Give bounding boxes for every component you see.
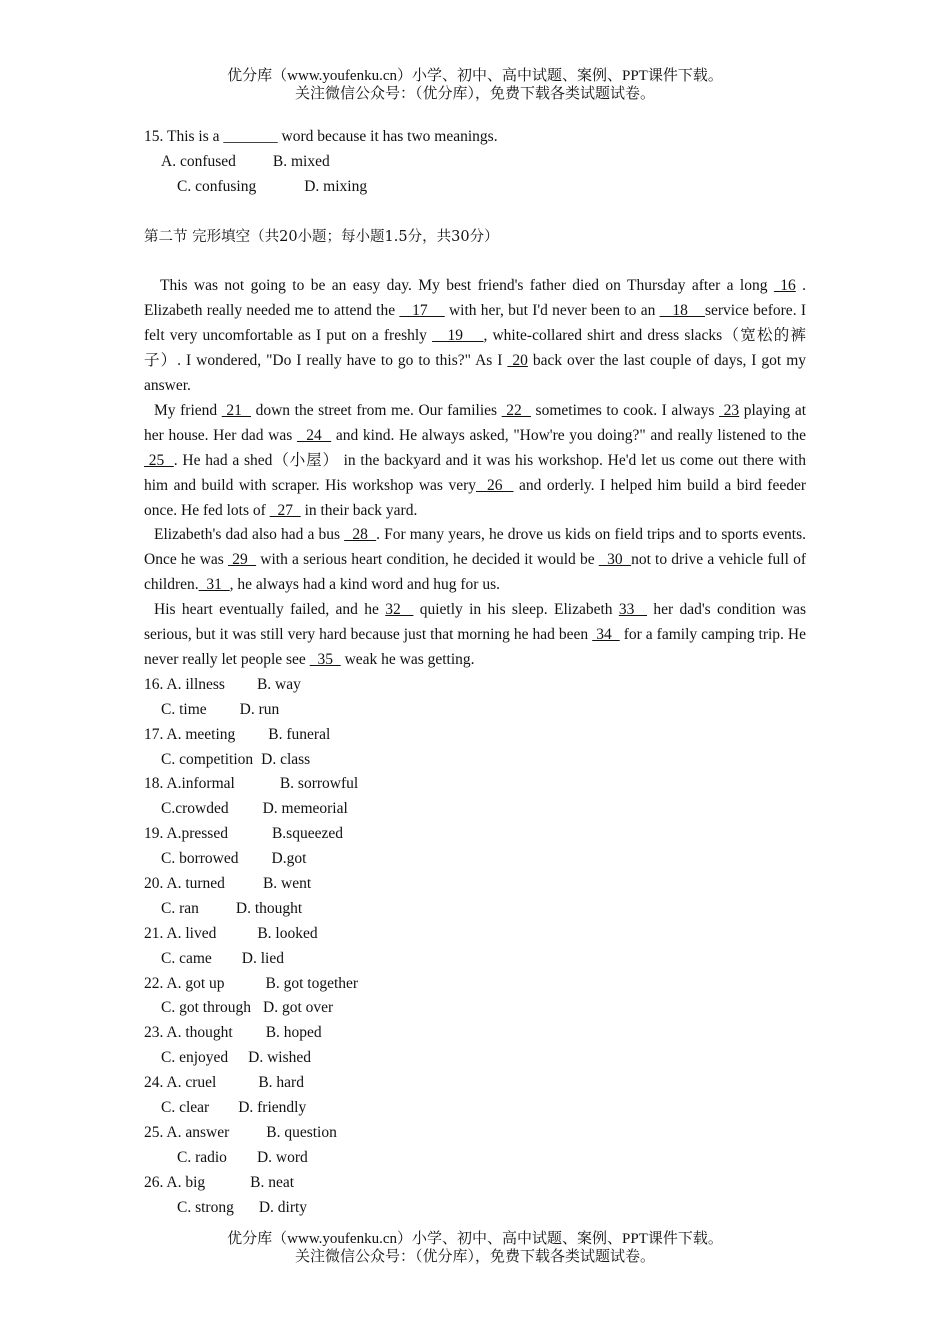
blank-28: 28 — [344, 526, 377, 544]
option-d: D. run — [239, 700, 280, 718]
option-a: 24. A. cruel — [144, 1074, 217, 1092]
page-footer — [0, 1230, 950, 1266]
question-15-stem: 15. This is a _______ word because it has two meanings. — [144, 128, 498, 145]
passage-paragraph-3: Elizabeth's dad also had a bus 28 . For many years, he drove us kids on field trips and to sports events. Once he was 29 with a serious heart condition, he decided it would be 30 not to drive a vehicle full of children. 31 , he always had a kind word and hug for us. — [144, 526, 806, 594]
option-a: 16. A. illness — [144, 675, 225, 693]
option-b: B. hard — [258, 1074, 304, 1092]
option-a: 26. A. big — [144, 1173, 206, 1191]
option-b: B. question — [266, 1123, 337, 1141]
blank-16: 16 — [773, 277, 796, 295]
option-d: D. thought — [235, 899, 303, 917]
option-b: B. got together — [265, 974, 359, 992]
question-15-options-ab — [144, 150, 806, 175]
option-d: D. lied — [241, 949, 284, 967]
question-options-ab — [144, 922, 806, 947]
question-options-cd — [144, 897, 806, 922]
question-options-cd — [144, 748, 806, 773]
blank-35: 35 — [309, 650, 341, 668]
question-options-cd — [144, 1146, 806, 1171]
option-c: C. borrowed — [161, 850, 239, 868]
question-options-cd — [144, 996, 806, 1021]
question-options-cd — [144, 797, 806, 822]
option-b: B. funeral — [268, 725, 331, 743]
question-options-cd — [144, 1096, 806, 1121]
blank-33: 33 — [618, 601, 648, 619]
question-options-cd — [144, 698, 806, 723]
option-d: D. wished — [248, 1049, 312, 1067]
option-b: B. neat — [250, 1173, 295, 1191]
option-b: B. sorrowful — [279, 775, 359, 793]
option-c: C.crowded — [161, 800, 229, 818]
footer-line-2: 关注微信公众号：（优分库），免费下载各类试题试卷。 — [294, 1249, 655, 1265]
option-d: D. mixing — [304, 177, 368, 195]
blank-19: 19 — [432, 327, 484, 345]
question-options-cd — [144, 1196, 806, 1221]
blank-24: 24 — [296, 426, 332, 444]
option-b: B. way — [256, 675, 301, 693]
option-a: 22. A. got up — [144, 974, 225, 992]
option-a: 23. A. thought — [144, 1024, 233, 1042]
blank-34: 34 — [592, 626, 620, 644]
section-title: 第二节 完形填空（共20小题；每小题1.5分，共30分） — [144, 228, 499, 245]
option-b: B. went — [262, 874, 312, 892]
option-a: 25. A. answer — [144, 1123, 230, 1141]
option-d: D. friendly — [238, 1098, 307, 1116]
blank-21: 21 — [221, 401, 252, 419]
option-b: B. hoped — [265, 1024, 322, 1042]
option-c: C. ran — [161, 899, 199, 917]
option-c: C. strong — [177, 1198, 234, 1216]
header-line-2: 关注微信公众号：（优分库），免费下载各类试题试卷。 — [294, 86, 655, 102]
option-d: D. dirty — [258, 1198, 308, 1216]
option-a: 21. A. lived — [144, 924, 217, 942]
footer-line-1: 优分库（www.youfenku.cn）小学、初中、高中试题、案例、PPT课件下载。 — [227, 1231, 723, 1247]
blank-29: 29 — [228, 551, 257, 569]
option-c: C. clear — [161, 1098, 210, 1116]
blank-23: 23 — [719, 401, 740, 419]
question-options-ab — [144, 972, 806, 997]
question-options-ab — [144, 1121, 806, 1146]
option-d: D. word — [256, 1148, 308, 1166]
option-c: C. radio — [177, 1148, 227, 1166]
blank-25: 25 — [144, 451, 174, 469]
option-b: B. looked — [257, 924, 318, 942]
document-body — [144, 125, 806, 1220]
option-c: C. got through — [161, 999, 251, 1017]
option-c: C. confusing — [177, 177, 257, 195]
blank-27: 27 — [269, 501, 301, 519]
question-options-ab — [144, 772, 806, 797]
question-options-ab — [144, 1171, 806, 1196]
question-options-ab — [144, 822, 806, 847]
question-options-ab — [144, 872, 806, 897]
option-c: C. time — [161, 700, 207, 718]
option-a: 18. A.informal — [144, 775, 235, 793]
blank-30: 30 — [598, 551, 632, 569]
page-header — [0, 67, 950, 103]
option-a: A. confused — [161, 152, 236, 170]
options-list — [144, 673, 806, 1221]
question-options-cd — [144, 847, 806, 872]
blank-17: 17 — [399, 302, 445, 320]
blank-20: 20 — [507, 352, 528, 370]
option-b: B.squeezed — [271, 825, 343, 843]
option-d: D. memeorial — [262, 800, 348, 818]
passage-paragraph-1: This was not going to be an easy day. My best friend's father died on Thursday after a long 16 . Elizabeth really needed me to attend the 17 with her, but I'd never been to an 18 service before. I felt very uncomfortable as I put on a freshly 19 , white-collared shirt and dress slacks（宽松的裤子）. I wondered, "Do I really have to go to this?" As I 20 back over the last couple of days, I got my answer. — [144, 277, 807, 394]
option-b: B. mixed — [272, 152, 330, 170]
question-15-options-cd — [144, 175, 806, 200]
blank-18: 18 — [659, 302, 705, 320]
cloze-passage — [144, 274, 806, 673]
question-options-cd — [144, 1046, 806, 1071]
blank-26: 26 — [475, 476, 514, 494]
option-d: D.got — [271, 850, 307, 868]
blank-31: 31 — [198, 576, 230, 594]
blank-22: 22 — [501, 401, 531, 419]
option-a: 17. A. meeting — [144, 725, 236, 743]
passage-paragraph-2: My friend 21 down the street from me. Our families 22 sometimes to cook. I always 23 playing at her house. Her dad was 24 and kind. He always asked, "How're you doing?" and really listened to the 25 . He had a shed（小屋） in the backyard and it was his workshop. He'd let us come out there with him and build with scraper. His workshop was very 26 and orderly. I helped him build a bird feeder once. He fed lots of 27 in their back yard. — [144, 401, 807, 519]
option-c: C. came — [161, 949, 212, 967]
option-c: C. enjoyed — [161, 1049, 229, 1067]
option-c: C. competition — [161, 750, 254, 768]
option-a: 20. A. turned — [144, 874, 225, 892]
question-options-cd — [144, 947, 806, 972]
question-options-ab — [144, 1071, 806, 1096]
option-d: D. class — [261, 750, 311, 768]
question-options-ab — [144, 1021, 806, 1046]
blank-32: 32 — [385, 601, 414, 619]
option-d: D. got over — [263, 999, 334, 1017]
option-a: 19. A.pressed — [144, 825, 228, 843]
passage-paragraph-4: His heart eventually failed, and he 32 quietly in his sleep. Elizabeth 33 her dad's condition was serious, but it was still very hard because just that morning he had been 34 for a family camping trip. He never really let people see 35 weak he was getting. — [144, 601, 807, 668]
question-options-ab — [144, 723, 806, 748]
header-line-1: 优分库（www.youfenku.cn）小学、初中、高中试题、案例、PPT课件下载。 — [227, 68, 723, 84]
question-options-ab — [144, 673, 806, 698]
